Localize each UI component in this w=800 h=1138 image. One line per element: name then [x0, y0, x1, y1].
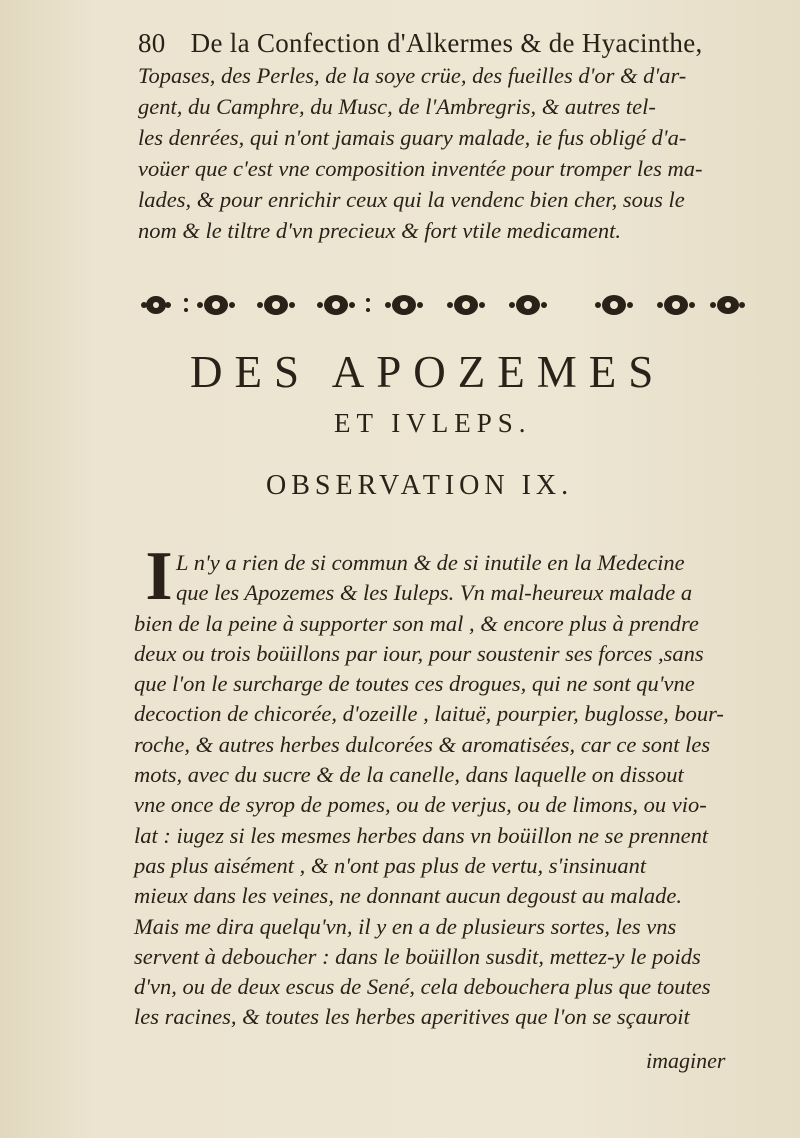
- text-line: roche, & autres herbes dulcorées & aromatisées, car ce sont les: [134, 731, 711, 757]
- text-line: decoction de chicorée, d'ozeille , laituë, pourpier, buglosse, bour-: [134, 701, 724, 727]
- observation-heading: OBSERVATION IX.: [266, 470, 574, 501]
- catchword: imaginer: [646, 1048, 726, 1073]
- text-line: que les Apozemes & les Iuleps. Vn mal-heureux malade a: [176, 580, 693, 606]
- text-line: les denrées, qui n'ont jamais guary malade, ie fus obligé d'a-: [138, 125, 687, 150]
- text-line: nom & le tiltre d'vn precieux & fort vtile medicament.: [138, 218, 622, 243]
- text-line: L n'y a rien de si commun & de si inutile en la Medecine: [176, 550, 685, 575]
- drop-cap: I: [145, 538, 173, 615]
- text-line: deux ou trois boüillons par iour, pour soustenir ses forces ,sans: [134, 640, 704, 666]
- text-line: mots, avec du sucre & de la canelle, dans laquelle on dissout: [134, 762, 684, 788]
- text-line: d'vn, ou de deux escus de Sené, cela debouchera plus que toutes: [134, 974, 711, 1000]
- top-paragraph: [138, 60, 750, 246]
- text-line: gent, du Camphre, du Musc, de l'Ambregris, & autres tel-: [138, 94, 656, 119]
- text-line: que l'on le surcharge de toutes ces drogues, qui ne sont qu'vne: [134, 671, 695, 697]
- text-line: mieux dans les veines, ne donnant aucun degoust au malade.: [134, 883, 683, 909]
- text-line: lades, & pour enrichir ceux qui la vendenc bien cher, sous le: [138, 187, 685, 212]
- text-line: voüer que c'est vne composition inventée pour tromper les ma-: [138, 156, 703, 181]
- text-line: servent à deboucher : dans le boüillon susdit, mettez-y le poids: [134, 943, 701, 969]
- running-header: [138, 28, 738, 59]
- text-line: bien de la peine à supporter son mal , & encore plus à prendre: [134, 610, 699, 636]
- decorative-ornament-band: [136, 288, 748, 322]
- running-title: De la Confection d'Alkermes & de Hyacinthe,: [190, 28, 703, 58]
- text-line: vne once de syrop de pomes, ou de verjus, ou de limons, ou vio-: [134, 792, 707, 818]
- section-subtitle: ET IVLEPS.: [334, 408, 532, 438]
- text-line: Topases, des Perles, de la soye crüe, des fueilles d'or & d'ar-: [138, 63, 687, 88]
- section-title: DES APOZEMES: [190, 347, 666, 397]
- text-line: les racines, & toutes les herbes aperitives que l'on se sçauroit: [134, 1004, 690, 1030]
- text-line: Mais me dira quelqu'vn, il y en a de plusieurs sortes, les vns: [134, 913, 677, 939]
- body-paragraph: [134, 538, 754, 1033]
- page-number: 80: [138, 28, 166, 58]
- text-line: pas plus aisément , & n'ont pas plus de vertu, s'insinuant: [134, 852, 647, 878]
- text-line: lat : iugez si les mesmes herbes dans vn boüillon ne se prennent: [134, 822, 709, 848]
